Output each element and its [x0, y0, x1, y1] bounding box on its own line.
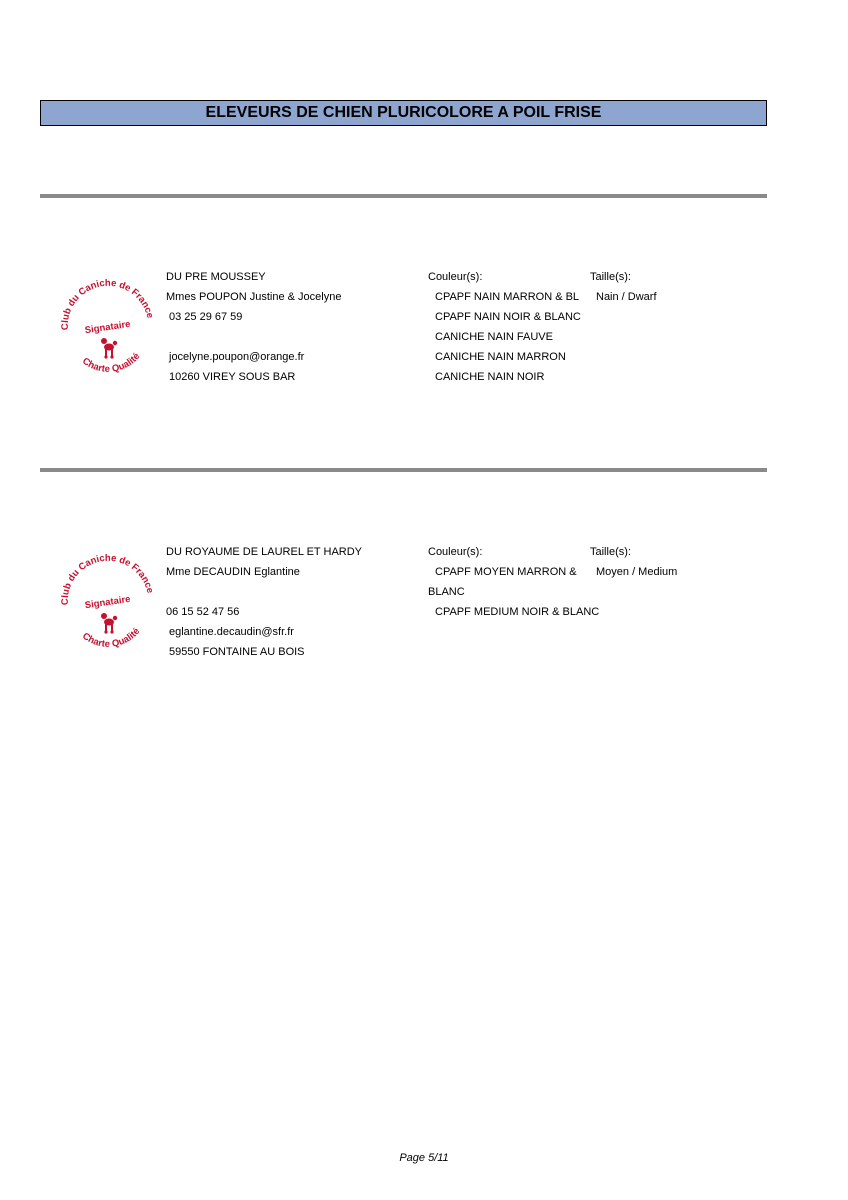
poodle-icon — [101, 338, 117, 359]
address: 59550 FONTAINE AU BOIS — [169, 646, 305, 658]
color-item: CPAPF MEDIUM NOIR & BLANC — [435, 606, 600, 618]
page-title: ELEVEURS DE CHIEN PLURICOLORE A POIL FRISE — [40, 100, 767, 126]
size-value: Moyen / Medium — [596, 566, 678, 578]
charte-qualite-logo — [52, 270, 160, 378]
owner-name: Mmes POUPON Justine & Jocelyne — [166, 291, 342, 303]
colors-label: Couleur(s): — [428, 271, 483, 283]
color-item: CANICHE NAIN NOIR — [435, 371, 545, 383]
size-value: Nain / Dwarf — [596, 291, 657, 303]
poodle-icon — [101, 613, 117, 634]
kennel-name: DU ROYAUME DE LAUREL ET HARDY — [166, 546, 363, 558]
color-item: CANICHE NAIN FAUVE — [435, 331, 553, 343]
page-number: Page 5/11 — [399, 1152, 449, 1164]
phone-number: 03 25 29 67 59 — [169, 311, 243, 323]
kennel-name: DU PRE MOUSSEY — [166, 271, 266, 283]
logo-middle-text: Signataire — [84, 593, 132, 612]
charte-qualite-logo — [52, 545, 160, 653]
club-logo-svg — [52, 270, 160, 378]
color-item: CANICHE NAIN MARRON — [435, 351, 566, 363]
logo-middle-text: Signataire — [84, 318, 132, 337]
color-item: BLANC — [428, 586, 465, 598]
logo-arc-top-text: Club du Caniche de France — [59, 552, 156, 606]
color-item: CPAPF NAIN NOIR & BLANC — [435, 311, 581, 323]
owner-name: Mme DECAUDIN Eglantine — [166, 566, 300, 578]
breeder-entry — [0, 543, 848, 683]
sizes-label: Taille(s): — [590, 271, 631, 283]
logo-arc-bottom-text: Charte Qualité — [80, 625, 143, 650]
email-link[interactable]: eglantine.decaudin@sfr.fr — [169, 626, 294, 638]
breeder-entry — [0, 268, 848, 408]
color-item: CPAPF MOYEN MARRON & — [435, 566, 577, 578]
colors-label: Couleur(s): — [428, 546, 483, 558]
email-link[interactable]: jocelyne.poupon@orange.fr — [169, 351, 305, 363]
address: 10260 VIREY SOUS BAR — [169, 371, 296, 383]
logo-arc-bottom-text: Charte Qualité — [80, 350, 143, 375]
club-logo-svg — [52, 545, 160, 653]
color-item: CPAPF NAIN MARRON & BL — [435, 291, 580, 303]
logo-arc-top-text: Club du Caniche de France — [59, 277, 156, 331]
sizes-label: Taille(s): — [590, 546, 631, 558]
section-divider — [40, 194, 767, 198]
section-divider — [40, 468, 767, 472]
phone-number: 06 15 52 47 56 — [166, 606, 240, 618]
